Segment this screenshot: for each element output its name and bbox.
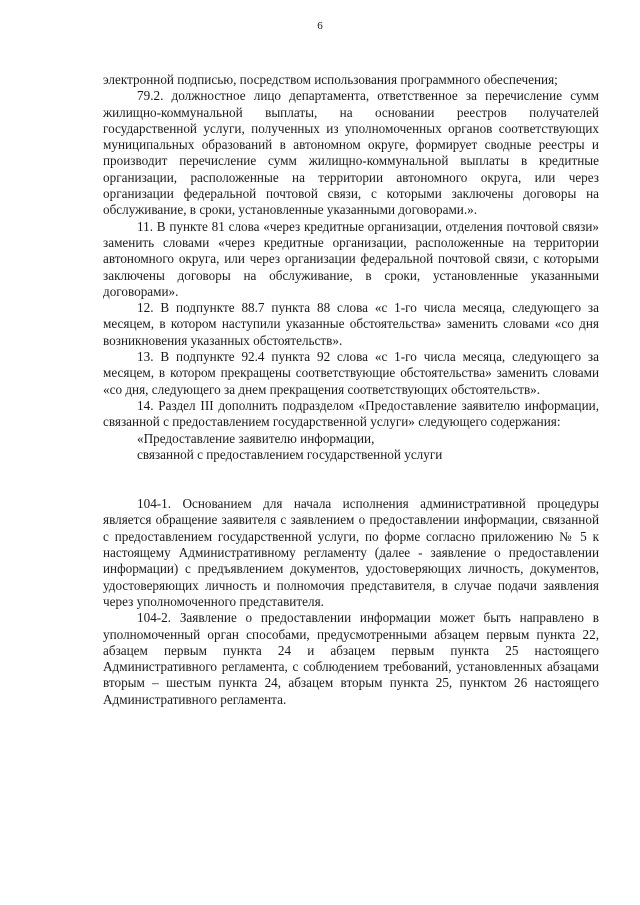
- subsection-heading: [103, 431, 599, 464]
- paragraph-104-2: 104-2. Заявление о предоставлении информации может быть направлено в уполномоченный орган способами, предусмотренными абзацем первым пункта 22, абзацем первым пункта 24 и абзацем первым пункта 25 настоящего Административного регламента, с соблюдением требований, установленных абзацами вторым – шестым пункта 24, абзацем вторым пункта 25, пунктом 26 настоящего Административного регламента.: [103, 610, 599, 707]
- subsection-heading-line-1: «Предоставление заявителю информации,: [137, 430, 375, 446]
- page-number: 6: [317, 20, 323, 32]
- paragraph-continuation: электронной подписью, посредством использования программного обеспечения;: [103, 72, 558, 87]
- paragraph-item-13: 13. В подпункте 92.4 пункта 92 слова «с 1-го числа месяца, следующего за месяцем, в котором прекращены соответствующие обстоятельства» заменить словами «со дня, следующего за днем прекращения соответствующих обстоятельств».: [103, 349, 599, 397]
- paragraph-item-11: 11. В пункте 81 слова «через кредитные организации, отделения почтовой связи» заменить словами «через кредитные организации, расположенные на территории автономного округа, или через организации федеральной почтовой связи, с которыми заключены договоры на обслуживание, в сроки, установленные указанными договорами».: [103, 218, 599, 299]
- subsection-heading-line-2: связанной с предоставлением государственной услуги: [137, 446, 443, 462]
- paragraph-104-1: 104-1. Основанием для начала исполнения административной процедуры является обращение заявителя с заявлением о предоставлении информации, связанной с предоставлением государственной услуги, по форме согласно приложению № 5 к настоящему Административному регламенту (далее - заявление о предоставлении информации) с предъявлением документов, удостоверяющих личность, документов, удостоверяющих личность и полномочия представителя, в случае подачи заявления через уполномоченного представителя.: [103, 496, 599, 609]
- paragraph-item-14: 14. Раздел III дополнить подразделом «Предоставление заявителю информации, связанной с предоставлением государственной услуги» следующего содержания:: [103, 397, 599, 430]
- document-body: [103, 72, 599, 708]
- paragraph-item-12: 12. В подпункте 88.7 пункта 88 слова «с 1-го числа месяца, следующего за месяцем, в котором наступили указанные обстоятельства» заменить словами «со дня возникновения указанных обстоятельств».: [103, 300, 599, 348]
- paragraph-79-2: 79.2. должностное лицо департамента, ответственное за перечисление сумм жилищно-коммунальной выплаты, на основании реестров получателей государственной услуги, полученных из уполномоченных органов соответствующих муниципальных образований в автономном округе, формирует сводные реестры и производит перечисление сумм жилищно-коммунальной выплаты в кредитные организации, расположенные на территории автономного округа, или через организации федеральной почтовой связи, с которыми заключены договоры на обслуживание, в сроки, установленные указанными договорами.».: [103, 88, 599, 218]
